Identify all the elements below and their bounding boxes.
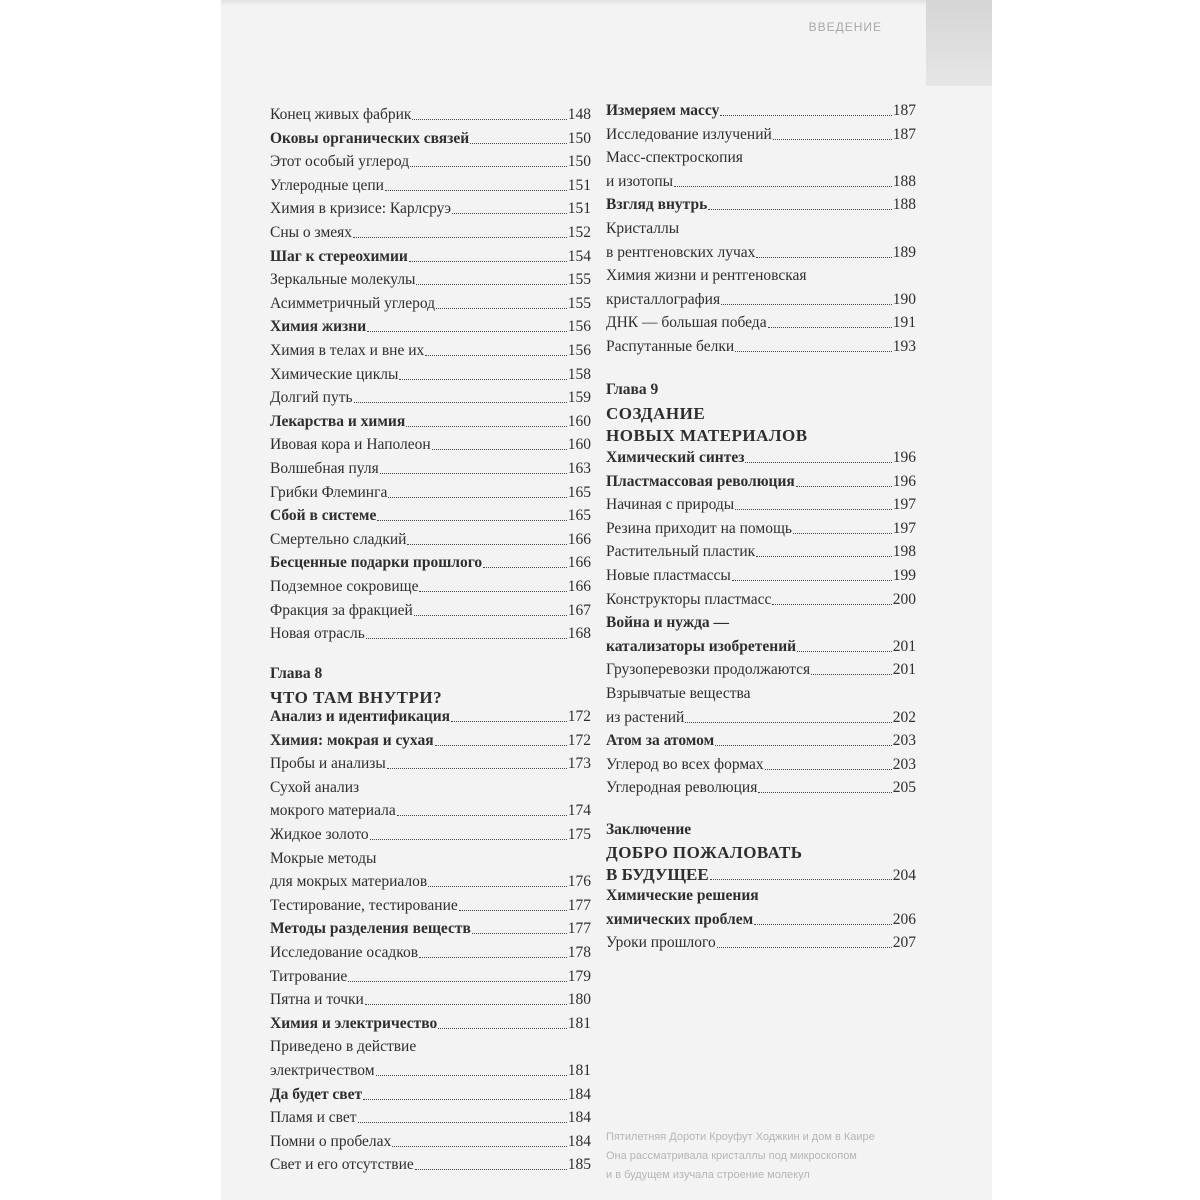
toc-entry-title: Долгий путь <box>270 389 353 407</box>
toc-entry-page: 160 <box>567 436 591 454</box>
toc-entry-title: Химические решения <box>606 887 759 904</box>
toc-entry-page: 160 <box>567 412 591 430</box>
toc-entry-title: Шаг к стереохимии <box>270 247 408 265</box>
toc-entry <box>270 1083 591 1106</box>
leader-dots <box>358 1121 567 1123</box>
leader-dots <box>353 236 567 238</box>
toc-entry-page: 165 <box>567 483 591 501</box>
toc-entry-page: 191 <box>892 314 916 332</box>
toc-entry-title: Война и нужда — <box>606 614 730 632</box>
toc-entry-title: Химические циклы <box>270 365 399 383</box>
toc-entry-page: 180 <box>567 991 591 1009</box>
leader-dots <box>377 519 566 521</box>
toc-entry <box>606 540 916 563</box>
leader-dots <box>720 114 891 116</box>
leader-dots <box>459 909 567 911</box>
chapter-8-title: ЧТО ТАМ ВНУТРИ? <box>270 688 443 707</box>
leader-dots <box>735 350 892 352</box>
toc-entry <box>270 599 591 622</box>
toc-entry-page: 159 <box>567 389 591 407</box>
toc-entry-title: в рентгеновских лучах <box>606 243 756 261</box>
chapter-9-title-line1: СОЗДАНИЕ <box>606 404 706 423</box>
toc-entry-page: 196 <box>892 472 916 490</box>
leader-dots <box>793 532 892 534</box>
toc-entry-title: ДНК — большая победа <box>606 314 767 332</box>
toc-entry-title: Свет и его отсутствие <box>270 1156 414 1174</box>
toc-entry-title: Подземное сокровище <box>270 578 419 595</box>
toc-entry <box>270 799 591 822</box>
toc-entry-page: 184 <box>567 1132 591 1150</box>
leader-dots <box>363 1098 567 1100</box>
toc-entry-title: Приведено в действие <box>270 1038 417 1056</box>
toc-entry-title: Атом за атомом <box>606 732 715 750</box>
toc-entry-title: Растительный пластик <box>606 543 756 561</box>
chapter-8-label: Глава 8 <box>270 665 323 682</box>
toc-entry <box>270 221 591 244</box>
toc-entry-page: 181 <box>567 1014 591 1032</box>
toc-entry <box>606 193 916 216</box>
toc-entry-title: Жидкое золото <box>270 826 369 843</box>
toc-entry-title: Тестирование, тестирование <box>270 896 458 914</box>
toc-entry-page: 185 <box>567 1156 591 1174</box>
leader-dots <box>435 744 567 746</box>
toc-entry-title: Титрование <box>270 967 348 985</box>
leader-dots <box>451 720 567 722</box>
toc-entry-title: Конструкторы пластмасс <box>606 590 772 608</box>
toc-entry <box>606 264 916 287</box>
toc-entry-title: Этот особый углерод <box>270 153 410 171</box>
toc-entry-title: Ивовая кора и Наполеон <box>270 436 431 454</box>
toc-entry <box>606 753 916 776</box>
toc-entry <box>270 1130 591 1153</box>
toc-entry-page: 201 <box>892 661 916 679</box>
toc-entry <box>606 908 916 931</box>
toc-entry-title: и изотопы <box>606 172 674 190</box>
toc-entry-title: Химия в кризисе: Карлсруэ <box>270 200 452 218</box>
toc-entry <box>606 493 916 516</box>
toc-entry <box>606 564 916 587</box>
toc-entry <box>270 575 591 598</box>
toc-entry-page: 166 <box>567 578 591 595</box>
toc-entry-title: мокрого материала <box>270 802 396 820</box>
toc-entry-page: 177 <box>567 896 591 914</box>
leader-dots <box>436 307 567 309</box>
toc-entry-page: 197 <box>892 519 916 537</box>
leader-dots <box>674 185 892 187</box>
leader-dots <box>366 637 567 639</box>
toc-entry <box>270 705 591 728</box>
leader-dots <box>367 330 567 332</box>
toc-entry-title: катализаторы изобретений <box>606 637 797 655</box>
toc-entry-title: для мокрых материалов <box>270 873 428 891</box>
toc-entry-page: 198 <box>892 543 916 561</box>
toc-entry <box>606 288 916 311</box>
toc-entry-title: Помни о пробелах <box>270 1132 392 1150</box>
toc-entry <box>606 706 916 729</box>
toc-entry <box>270 315 591 338</box>
toc-entry-page: 188 <box>892 196 916 214</box>
leader-dots <box>470 142 567 144</box>
toc-entry <box>270 622 591 645</box>
leader-dots <box>380 472 567 474</box>
toc-entry <box>606 99 916 122</box>
leader-dots <box>717 946 892 948</box>
toc-entry <box>606 470 916 493</box>
toc-entry <box>270 1059 591 1082</box>
toc-entry-page: 150 <box>567 153 591 171</box>
leader-dots <box>410 165 567 167</box>
leader-dots <box>732 579 892 581</box>
toc-entry <box>270 433 591 456</box>
toc-entry-title: электричеством <box>270 1062 375 1079</box>
toc-entry-title: Зеркальные молекулы <box>270 271 416 289</box>
toc-entry-title: Измеряем массу <box>606 102 720 119</box>
toc-entry-page: 189 <box>892 243 916 261</box>
toc-entry-title: Химический синтез <box>606 449 745 466</box>
toc-entry-page: 184 <box>567 1109 591 1127</box>
toc-entry-page: 174 <box>567 802 591 820</box>
toc-entry <box>606 446 916 469</box>
toc-entry <box>270 988 591 1011</box>
toc-entry-title: химических проблем <box>606 910 754 928</box>
conclusion-title-line2-text: В БУДУЩЕЕ <box>606 865 709 884</box>
leader-dots <box>406 425 567 427</box>
leader-dots <box>754 923 892 925</box>
toc-entry-page: 197 <box>892 496 916 514</box>
leader-dots <box>765 768 892 770</box>
toc-entry-page: 181 <box>567 1062 591 1079</box>
leader-dots <box>811 673 892 675</box>
toc-entry <box>270 551 591 574</box>
toc-entry-page: 184 <box>567 1085 591 1103</box>
leader-dots <box>387 767 567 769</box>
leader-dots <box>407 543 566 545</box>
toc-entry-title: Исследование осадков <box>270 944 419 961</box>
toc-entry <box>606 729 916 752</box>
toc-entry <box>606 335 916 358</box>
toc-entry-page: 154 <box>567 247 591 265</box>
toc-entry-page: 155 <box>567 271 591 289</box>
leader-dots <box>773 138 892 140</box>
toc-entry <box>270 965 591 988</box>
toc-entry-page: 166 <box>567 530 591 548</box>
toc-entry <box>270 103 591 126</box>
toc-entry-title: Лекарства и химия <box>270 412 406 430</box>
toc-entry-page: 201 <box>892 637 916 655</box>
toc-entry-title: Бесценные подарки прошлого <box>270 554 483 572</box>
toc-entry-page: 199 <box>892 567 916 584</box>
leader-dots <box>797 650 892 652</box>
leader-dots <box>452 212 567 214</box>
toc-entry-title: Смертельно сладкий <box>270 530 407 548</box>
toc-entry-title: Волшебная пуля <box>270 460 379 477</box>
leader-dots <box>756 256 891 258</box>
toc-entry-page: 193 <box>892 338 916 355</box>
toc-entry-page: 190 <box>892 290 916 308</box>
leader-dots <box>419 590 566 592</box>
toc-entry-page: 202 <box>892 708 916 726</box>
toc-entry <box>606 931 916 954</box>
toc-entry <box>270 410 591 433</box>
toc-entry <box>270 729 591 752</box>
leader-dots <box>414 614 567 616</box>
leader-dots <box>376 1074 567 1076</box>
toc-entry <box>606 635 916 658</box>
leader-dots <box>735 508 892 510</box>
toc-entry-title: Сбой в системе <box>270 507 377 525</box>
leader-dots <box>721 303 892 305</box>
toc-entry <box>270 870 591 893</box>
toc-entry-page: 163 <box>567 460 591 477</box>
toc-entry-title: Новые пластмассы <box>606 567 731 584</box>
toc-entry <box>270 150 591 173</box>
footer-caption-line3: и в будущем изучала строение молекул <box>606 1169 810 1181</box>
toc-entry <box>606 170 916 193</box>
toc-entry-title: Масс-спектроскопия <box>606 149 743 167</box>
toc-entry-title: Пятна и точки <box>270 991 364 1009</box>
toc-entry <box>270 941 591 964</box>
toc-entry-title: Исследование излучений <box>606 125 772 143</box>
toc-entry-title: Новая отрасль <box>270 625 365 643</box>
toc-entry-page: 203 <box>892 732 916 750</box>
toc-entry-page: 177 <box>567 920 591 938</box>
toc-entry <box>606 517 916 540</box>
leader-dots <box>472 932 567 934</box>
toc-entry-title: Распутанные белки <box>606 338 735 355</box>
leader-dots <box>385 189 567 191</box>
toc-entry-page: 167 <box>567 601 591 619</box>
toc-entry-title: Начиная с природы <box>606 496 735 514</box>
chapter-9-label: Глава 9 <box>606 381 659 398</box>
leader-dots <box>428 885 567 887</box>
toc-entry-title: Взрывчатые вещества <box>606 685 751 702</box>
toc-entry <box>270 1153 591 1176</box>
toc-entry-page: 156 <box>567 318 591 336</box>
toc-entry-title: Асимметричный углерод <box>270 294 436 312</box>
leader-dots <box>370 838 567 840</box>
toc-entry-title: Химия жизни <box>270 318 367 336</box>
leader-dots <box>354 401 567 403</box>
leader-dots <box>685 721 891 723</box>
conclusion-label: Заключение <box>606 821 692 838</box>
toc-entry <box>606 658 916 681</box>
toc-entry-title: Грузоперевозки продолжаются <box>606 661 811 679</box>
toc-entry <box>270 245 591 268</box>
toc-entry <box>606 241 916 264</box>
conclusion-title-line1: ДОБРО ПОЖАЛОВАТЬ <box>606 843 803 862</box>
toc-entry <box>270 1012 591 1035</box>
toc-entry <box>270 127 591 150</box>
toc-entry-title: Резина приходит на помощь <box>606 519 792 537</box>
toc-entry <box>606 884 916 907</box>
toc-entry <box>270 504 591 527</box>
toc-entry-page: 207 <box>892 934 916 952</box>
toc-entry-title: Углерод во всех формах <box>606 755 764 773</box>
toc-entry-page: 155 <box>567 294 591 312</box>
toc-entry-title: Углеродные цепи <box>270 176 384 194</box>
toc-entry-title: Грибки Флеминга <box>270 483 388 501</box>
leader-dots <box>365 1003 567 1005</box>
leader-dots <box>438 1027 566 1029</box>
toc-entry-page: 173 <box>567 755 591 773</box>
toc-entry <box>606 311 916 334</box>
toc-entry-page: 172 <box>567 731 591 749</box>
toc-entry <box>270 1106 591 1129</box>
toc-entry <box>606 611 916 634</box>
toc-entry-page: 168 <box>567 625 591 643</box>
toc-entry <box>606 146 916 169</box>
leader-dots <box>392 1145 566 1147</box>
toc-entry <box>270 528 591 551</box>
toc-entry-page: 152 <box>567 224 591 241</box>
leader-dots <box>483 566 567 568</box>
leader-dots <box>772 603 891 605</box>
leader-dots <box>412 118 566 120</box>
toc-entry <box>270 894 591 917</box>
toc-entry-title: Углеродная революция <box>606 779 758 797</box>
conclusion-page: 204 <box>892 867 916 884</box>
toc-entry-title: Взгляд внутрь <box>606 196 708 214</box>
toc-entry-page: 196 <box>892 449 916 466</box>
toc-entry-title: Мокрые методы <box>270 849 377 867</box>
toc-entry <box>270 481 591 504</box>
toc-entry-page: 203 <box>892 755 916 773</box>
leader-dots <box>399 378 566 380</box>
toc-entry-title: Уроки прошлого <box>606 934 716 952</box>
footer-caption-line2: Она рассматривала кристаллы под микроскопом <box>606 1150 857 1162</box>
toc-entry <box>606 682 916 705</box>
toc-entry-title: Пробы и анализы <box>270 755 386 773</box>
toc-entry-page: 151 <box>567 200 591 218</box>
toc-entry-page: 175 <box>567 826 591 843</box>
conclusion-title-line2 <box>606 863 916 886</box>
toc-entry-page: 172 <box>567 708 591 725</box>
toc-entry <box>270 1035 591 1058</box>
toc-entry-title: Фракция за фракцией <box>270 601 413 619</box>
toc-entry-page: 178 <box>567 944 591 961</box>
toc-entry <box>270 386 591 409</box>
toc-entry-page: 206 <box>892 910 916 928</box>
toc-entry <box>606 217 916 240</box>
leader-dots <box>758 791 891 793</box>
toc-entry <box>606 123 916 146</box>
leader-dots <box>348 980 566 982</box>
toc-entry <box>270 197 591 220</box>
toc-entry-page: 150 <box>567 129 591 147</box>
leader-dots <box>745 461 891 463</box>
toc-entry <box>270 823 591 846</box>
toc-entry-page: 200 <box>892 590 916 608</box>
toc-entry-title: из растений <box>606 708 685 726</box>
toc-entry-title: Пластмассовая революция <box>606 472 795 490</box>
leader-dots <box>432 448 567 450</box>
leader-dots <box>715 744 892 746</box>
leader-dots <box>388 496 566 498</box>
toc-entry-title: Химия: мокрая и сухая <box>270 731 434 749</box>
toc-entry-page: 187 <box>892 125 916 143</box>
toc-entry-title: Да будет свет <box>270 1085 363 1103</box>
toc-entry-title: Химия в телах и вне их <box>270 342 425 359</box>
toc-entry <box>606 776 916 799</box>
leader-dots <box>768 326 892 328</box>
toc-entry-title: Анализ и идентификация <box>270 708 451 725</box>
leader-dots <box>416 283 566 285</box>
toc-entry-title: Пламя и свет <box>270 1109 357 1127</box>
leader-dots <box>796 485 892 487</box>
toc-entry-page: 148 <box>567 106 591 123</box>
leader-dots <box>397 814 567 816</box>
toc-entry-title: Оковы органических связей <box>270 129 470 147</box>
toc-entry-title: Методы разделения веществ <box>270 920 471 938</box>
toc-entry <box>270 752 591 775</box>
toc-entry-title: Кристаллы <box>606 220 680 237</box>
toc-entry-page: 187 <box>892 102 916 119</box>
leader-dots <box>415 1168 567 1170</box>
leader-dots <box>419 956 567 958</box>
leader-dots <box>756 555 892 557</box>
toc-entry-title: Сны о змеях <box>270 224 353 241</box>
leader-dots <box>708 208 891 210</box>
leader-dots <box>710 878 892 880</box>
toc-entry <box>270 363 591 386</box>
toc-entry <box>270 847 591 870</box>
toc-entry-title: Сухой анализ <box>270 778 360 796</box>
toc-entry-page: 156 <box>567 342 591 359</box>
toc-entry-title: Химия и электричество <box>270 1014 438 1032</box>
toc-entry <box>270 917 591 940</box>
toc-entry-page: 158 <box>567 365 591 383</box>
toc-entry-page: 165 <box>567 507 591 525</box>
page-thumb-tab <box>926 0 992 86</box>
leader-dots <box>425 354 566 356</box>
toc-entry-title: Химия жизни и рентгеновская <box>606 267 807 285</box>
toc-entry <box>270 339 591 362</box>
toc-entry <box>606 588 916 611</box>
toc-entry <box>270 776 591 799</box>
toc-entry-page: 176 <box>567 873 591 891</box>
running-head: ВВЕДЕНИЕ <box>808 20 882 34</box>
toc-entry-page: 205 <box>892 779 916 797</box>
chapter-9-title-line2: НОВЫХ МАТЕРИАЛОВ <box>606 426 808 445</box>
toc-entry-title: Конец живых фабрик <box>270 106 412 123</box>
footer-caption-line1: Пятилетняя Дороти Кроуфут Ходжкин и дом в Каире <box>606 1131 875 1143</box>
toc-entry-page: 166 <box>567 554 591 572</box>
toc-entry-page: 188 <box>892 172 916 190</box>
toc-entry-page: 151 <box>567 176 591 194</box>
toc-entry <box>270 174 591 197</box>
toc-entry <box>270 268 591 291</box>
toc-entry <box>270 457 591 480</box>
toc-entry-page: 179 <box>567 967 591 985</box>
leader-dots <box>409 260 567 262</box>
toc-entry-title: кристаллография <box>606 290 721 308</box>
toc-entry <box>270 292 591 315</box>
